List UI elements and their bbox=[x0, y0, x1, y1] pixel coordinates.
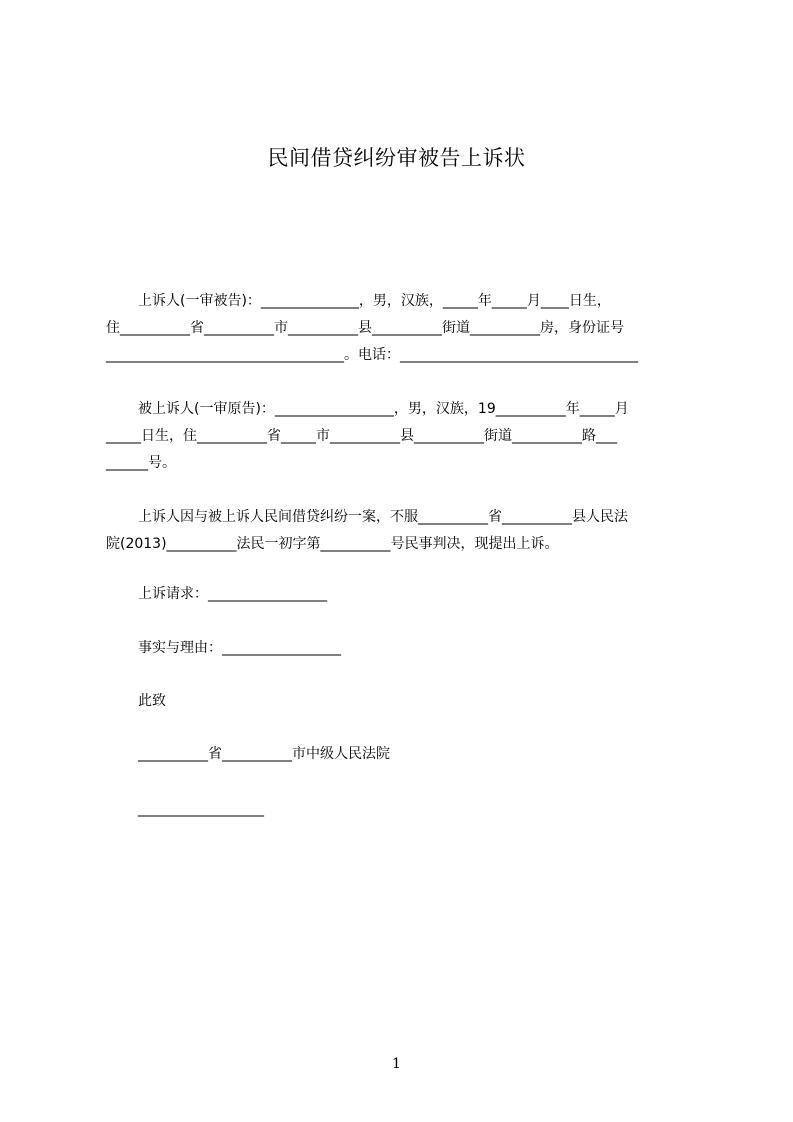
reason-section bbox=[106, 504, 698, 558]
court-section bbox=[106, 741, 698, 768]
appellee-section bbox=[106, 396, 698, 477]
page-number: 1 bbox=[392, 1056, 401, 1072]
appellant-line-1: 上诉人(一审被告)：______________，男，汉族，_____年_____月____日生， bbox=[138, 293, 611, 309]
signature-section bbox=[106, 796, 698, 823]
reason-line-2: 院(2013)__________法民一初字第__________号民事判决，现提出上诉。 bbox=[106, 536, 559, 552]
appeal-request: 上诉请求：_________________ bbox=[138, 586, 327, 602]
request-section bbox=[106, 581, 698, 608]
appellee-line-2: _____日生，住__________省_____市__________县__________街道__________路___ bbox=[106, 428, 617, 444]
document-title: 民间借贷纠纷审被告上诉状 bbox=[267, 146, 526, 170]
reason-line-1: 上诉人因与被上诉人民间借贷纠纷一案，不服__________省__________县人民法 bbox=[138, 509, 628, 525]
signature-line: __________________ bbox=[138, 801, 264, 817]
appellant-section bbox=[106, 288, 698, 369]
appellant-line-2: 住__________省__________市__________县__________街道__________房，身份证号 bbox=[106, 320, 624, 336]
appellant-line-3: __________________________________。电话：__________________________________ bbox=[106, 347, 638, 363]
facts-and-reasons: 事实与理由：_________________ bbox=[138, 640, 341, 656]
appellee-line-1: 被上诉人(一审原告)：_________________，男，汉族，19__________年_____月 bbox=[138, 401, 629, 417]
court-name: __________省__________市中级人民法院 bbox=[138, 746, 390, 762]
appellee-line-3: ______号。 bbox=[106, 455, 176, 471]
facts-section bbox=[106, 635, 698, 662]
salutation: 此致 bbox=[138, 693, 166, 709]
salutation-section bbox=[106, 688, 698, 715]
